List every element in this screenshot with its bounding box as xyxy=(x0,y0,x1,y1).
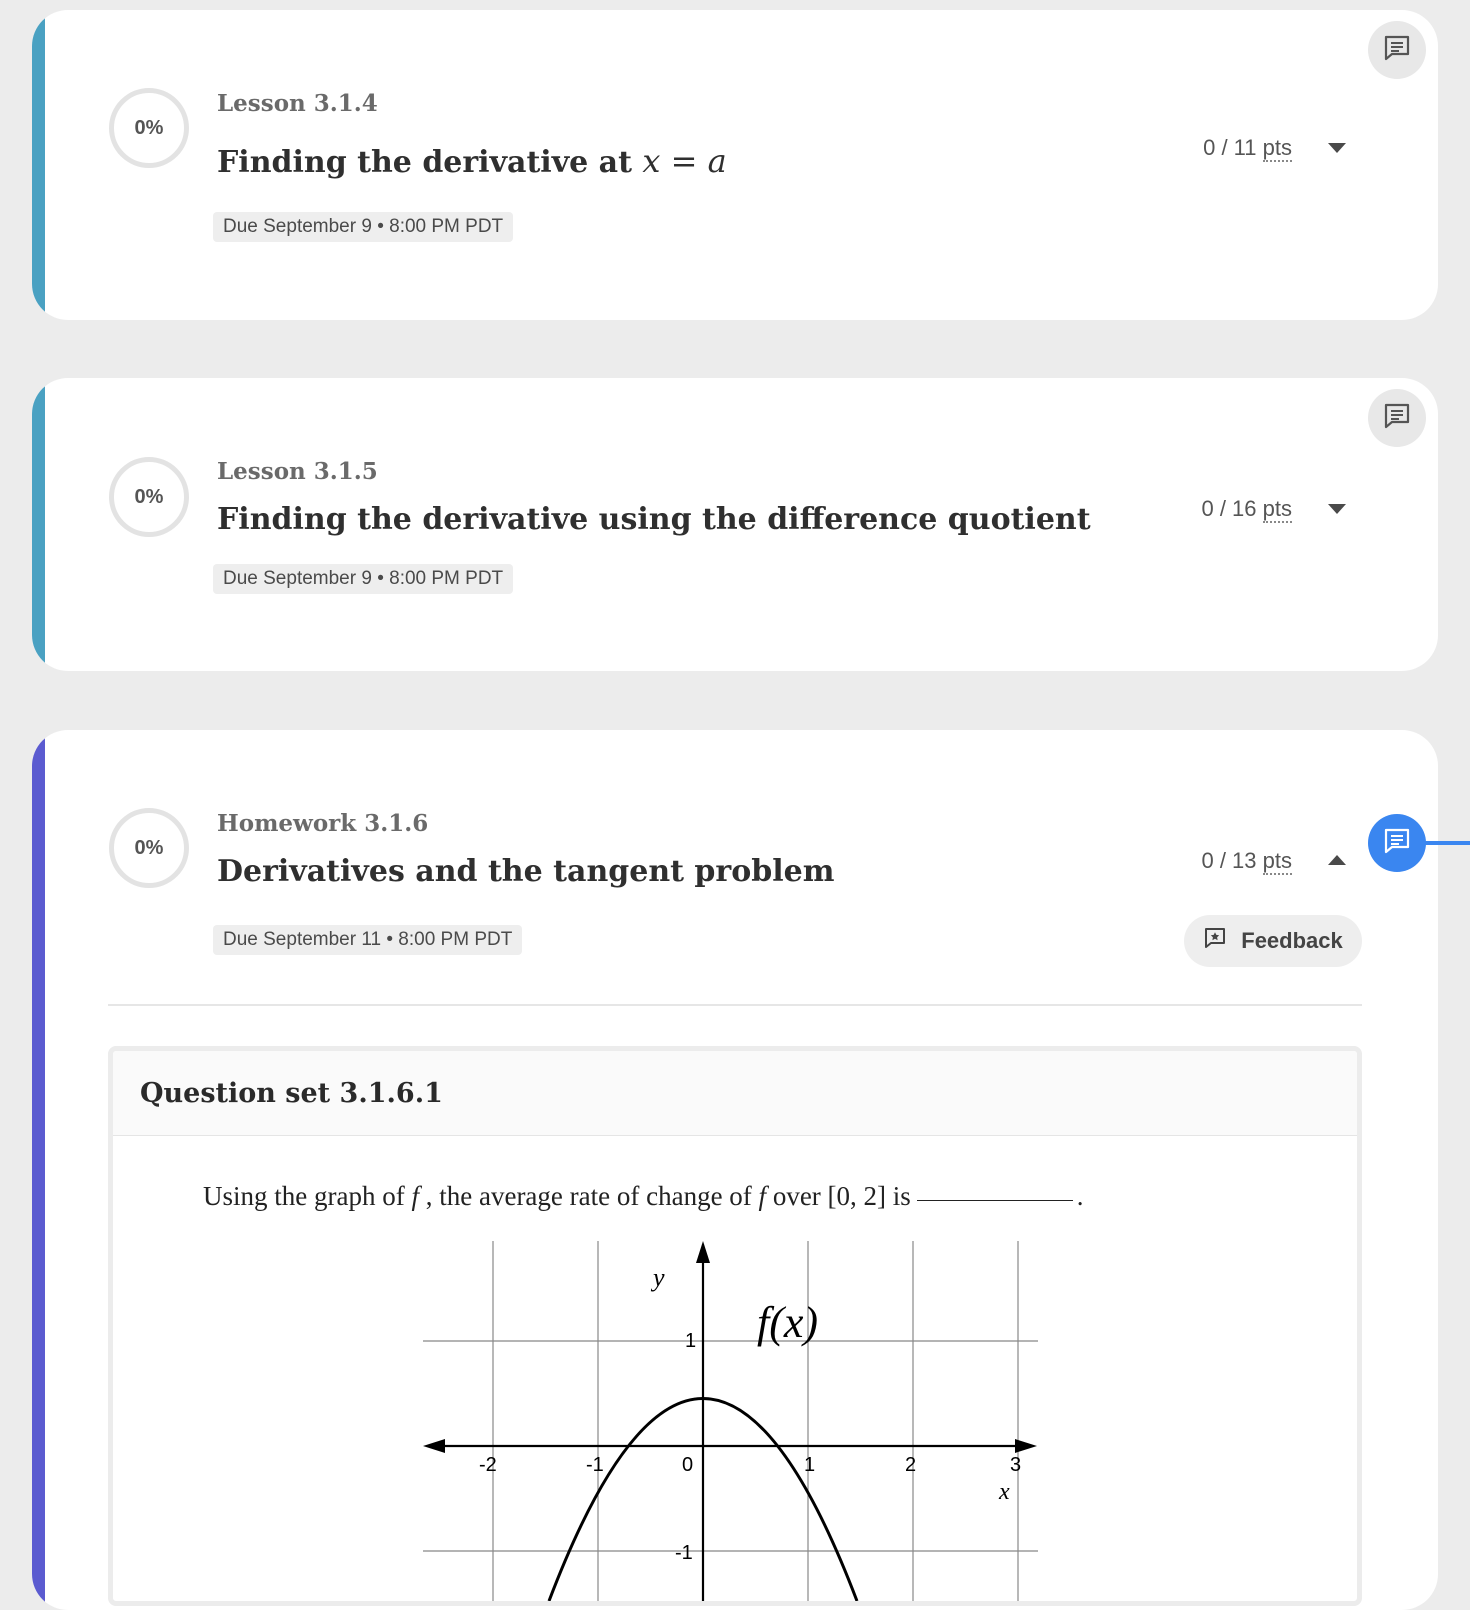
y-tick-label: -1 xyxy=(675,1542,693,1564)
assignment-card-homework-3-1-6[interactable] xyxy=(32,730,1438,1610)
assignment-eyebrow: Homework 3.1.6 xyxy=(217,810,429,837)
points-display xyxy=(1201,496,1292,522)
expand-chevron-icon[interactable] xyxy=(1328,504,1346,514)
x-axis-arrow-left xyxy=(423,1439,445,1453)
x-axis-arrow-right xyxy=(1015,1439,1037,1453)
question-set-panel xyxy=(108,1046,1362,1606)
assignment-eyebrow: Lesson 3.1.4 xyxy=(217,90,378,117)
x-tick-label: 1 xyxy=(804,1454,816,1476)
comment-button-active[interactable] xyxy=(1368,814,1426,872)
graph-axes xyxy=(435,1255,1023,1601)
progress-indicator xyxy=(109,808,189,888)
feedback-star-icon xyxy=(1203,926,1227,956)
assignment-title-math: x = a xyxy=(642,142,727,180)
points-value: 0 / 13 xyxy=(1201,848,1263,873)
prompt-text: , the average rate of change of xyxy=(418,1181,759,1211)
feedback-label: Feedback xyxy=(1241,928,1343,953)
question-set-title: Question set 3.1.6.1 xyxy=(113,1051,1357,1136)
progress-indicator xyxy=(109,88,189,168)
function-label: f(x) xyxy=(757,1298,819,1347)
comment-connector-line xyxy=(1420,841,1470,845)
x-tick-label: -2 xyxy=(479,1454,497,1476)
prompt-math-f: f xyxy=(758,1181,767,1211)
points-display xyxy=(1201,848,1292,874)
comment-button[interactable] xyxy=(1368,21,1426,79)
question-prompt xyxy=(203,1181,1084,1212)
comment-icon xyxy=(1383,402,1411,435)
x-tick-label: 2 xyxy=(905,1454,917,1476)
progress-label: 0% xyxy=(134,116,164,139)
assignment-title-text: Finding the derivative at xyxy=(217,145,643,180)
comment-icon xyxy=(1383,34,1411,67)
due-date-badge: Due September 9 • 8:00 PM PDT xyxy=(213,564,513,594)
assignment-title[interactable]: Derivatives and the tangent problem xyxy=(217,854,835,889)
assignment-title[interactable]: Finding the derivative using the difference quotient xyxy=(217,502,1091,537)
points-unit: pts xyxy=(1262,848,1292,873)
points-value: 0 / 16 xyxy=(1201,496,1263,521)
assignment-title[interactable] xyxy=(217,142,727,180)
prompt-text: over xyxy=(766,1181,828,1211)
function-graph xyxy=(423,1241,1043,1601)
progress-indicator xyxy=(109,457,189,537)
x-tick-label: 3 xyxy=(1010,1454,1022,1476)
assignment-card-lesson-3-1-5[interactable] xyxy=(32,378,1438,671)
prompt-text: Using the graph of xyxy=(203,1181,412,1211)
answer-blank xyxy=(917,1200,1073,1201)
prompt-interval: [0, 2] xyxy=(827,1181,887,1211)
progress-label: 0% xyxy=(134,485,164,508)
comment-icon xyxy=(1383,827,1411,860)
comment-button[interactable] xyxy=(1368,389,1426,447)
assignment-card-lesson-3-1-4[interactable] xyxy=(32,10,1438,320)
prompt-math-f: f xyxy=(411,1181,419,1211)
card-accent-bar xyxy=(32,378,45,671)
expand-chevron-icon[interactable] xyxy=(1328,143,1346,153)
section-divider xyxy=(108,1004,1362,1006)
due-date-badge: Due September 9 • 8:00 PM PDT xyxy=(213,212,513,242)
feedback-button[interactable] xyxy=(1184,915,1362,967)
card-accent-bar xyxy=(32,730,45,1610)
points-unit: pts xyxy=(1262,135,1292,160)
progress-label: 0% xyxy=(134,836,164,859)
prompt-text: . xyxy=(1076,1181,1084,1211)
x-axis-label: x xyxy=(999,1479,1010,1505)
y-axis-arrow-up xyxy=(696,1241,710,1263)
points-unit: pts xyxy=(1262,496,1292,521)
card-accent-bar xyxy=(32,10,45,320)
due-date-badge: Due September 11 • 8:00 PM PDT xyxy=(213,925,522,955)
assignment-eyebrow: Lesson 3.1.5 xyxy=(217,458,378,485)
y-tick-label: 1 xyxy=(685,1330,697,1352)
y-axis-label: y xyxy=(653,1263,665,1292)
points-value: 0 / 11 xyxy=(1203,135,1263,160)
x-tick-label: -1 xyxy=(586,1454,604,1476)
points-display xyxy=(1203,135,1292,161)
collapse-chevron-icon[interactable] xyxy=(1328,855,1346,865)
graph-grid xyxy=(423,1241,1038,1601)
x-tick-label: 0 xyxy=(682,1454,694,1476)
prompt-text: is xyxy=(886,1181,911,1211)
